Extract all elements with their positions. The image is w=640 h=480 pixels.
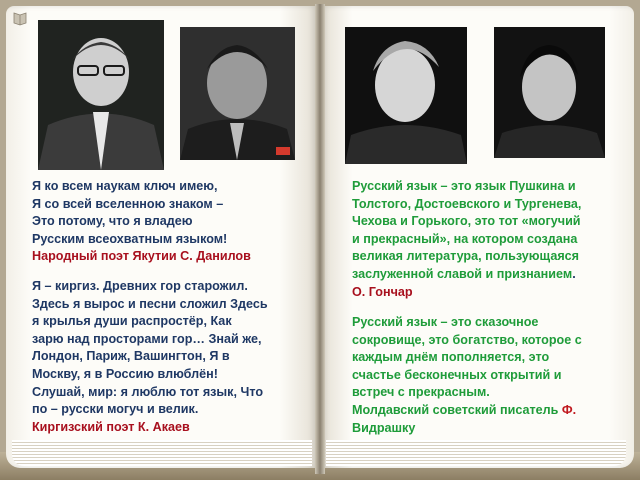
photo-stamp — [276, 147, 290, 155]
poem-danilov — [32, 178, 251, 266]
poem-line: Я ко всем наукам ключ имею, — [32, 179, 218, 193]
quote-line: Русский язык – это сказочное — [352, 315, 539, 329]
portrait-photo-vidrashku — [494, 27, 605, 158]
poem-author: Народный поэт Якутии С. Данилов — [32, 249, 251, 264]
portrait-photo-akaev — [180, 27, 295, 160]
poem-line: я крылья души распростёр, Как — [32, 314, 232, 329]
poem-line: Лондон, Париж, Вашингтон, Я в — [32, 349, 230, 364]
quote-line: Русский язык – это язык Пушкина и — [352, 179, 576, 193]
poem-akaev — [32, 278, 268, 436]
quote-line — [352, 266, 581, 284]
book-logo-icon — [12, 10, 28, 26]
poem-line: по – русски могуч и велик. — [32, 402, 199, 417]
quote-vidrashku — [352, 314, 582, 437]
portrait-photo-gonchar — [345, 27, 467, 164]
left-page-edge — [12, 440, 312, 466]
quote-line: и прекрасный», на котором создана — [352, 231, 578, 246]
quote-line: Толстого, Достоевского и Тургенева, — [352, 196, 582, 211]
poem-line: Я – киргиз. Древних гор старожил. — [32, 279, 248, 293]
poem-line: Здесь я вырос и песни сложил Здесь — [32, 296, 268, 311]
quote-author: О. Гончар — [352, 284, 413, 299]
poem-line: Это потому, что я владею — [32, 214, 193, 229]
quote-line: сокровище, это богатство, которое с — [352, 332, 582, 347]
portrait-photo-danilov — [38, 20, 164, 170]
quote-line: каждым днём пополняется, это — [352, 350, 550, 365]
quote-line-text: заслуженной славой и признанием — [352, 266, 573, 281]
quote-line: Чехова и Горького, это тот «могучий — [352, 214, 581, 229]
poem-author: Киргизский поэт К. Акаев — [32, 419, 190, 434]
poem-line: зарю над просторами гор… Знай же, — [32, 331, 262, 346]
poem-line: Москву, я в Россию влюблён! — [32, 366, 218, 381]
quote-line: счастье бесконечных открытий и — [352, 367, 562, 382]
quote-line: встреч с прекрасным. — [352, 385, 490, 400]
poem-line: Русским всеохватным языком! — [32, 231, 228, 246]
quote-author-surname: Видрашку — [352, 420, 416, 435]
quote-author-text: Молдавский советский писатель — [352, 402, 562, 417]
right-page-edge — [326, 440, 626, 466]
quote-gonchar — [352, 178, 581, 301]
poem-line: Я со всей вселенною знаком – — [32, 196, 224, 211]
quote-line: великая литература, пользующаяся — [352, 249, 580, 264]
quote-author — [352, 402, 582, 420]
quote-author-initial: Ф. — [561, 402, 577, 417]
poem-line: Слушай, мир: я люблю тот язык, Что — [32, 384, 264, 399]
quote-line-period: . — [572, 266, 576, 281]
book-spine — [315, 4, 325, 474]
